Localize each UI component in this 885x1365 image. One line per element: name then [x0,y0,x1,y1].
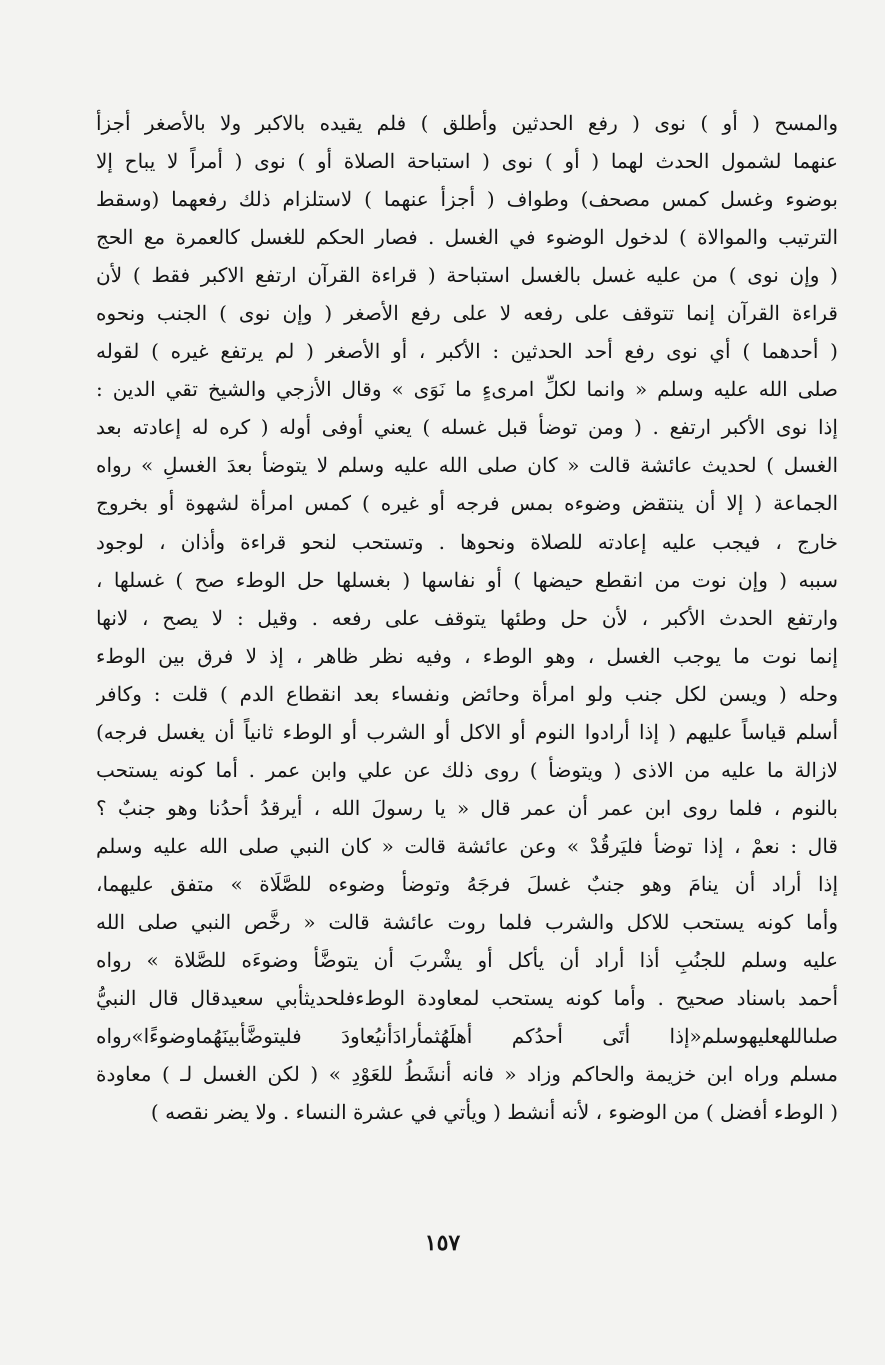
text-line: عنهما لشمول الحدث لهما ( أو ) نوى ( استباحة الصلاة أو ) نوى ( أمراً لا يباح إلا [96,149,838,174]
text-line: مسلم وراه ابن خزيمة والحاكم وزاد « فانه أنشَطُ للعَوْدِ » ( لكن الغسل لـ ) معاودة [96,1062,838,1087]
text-line: ( وإن نوى ) من عليه غسل بالغسل استباحة ( قراءة القرآن ارتفع الاكبر فقط ) لأن [96,263,838,288]
text-line: ( الوطء أفضل ) من الوضوء ، لأنه أنشط ( ويأتي في عشرة النساء . ولا يضر نقصه ) [150,1100,838,1125]
text-line: ( أحدهما ) أي نوى رفع أحد الحدثين : الأكبر ، أو الأصغر ( لم يرتفع غيره ) لقوله [96,339,838,364]
text-line: الغسل ) لحديث عائشة قالت « كان صلى الله عليه وسلم لا يتوضأ بعدَ الغسلِ » رواه [96,453,838,478]
text-line: بالنوم ، فلما روى ابن عمر أن عمر قال « يا رسولَ الله ، أيرقدُ أحدُنا وهو جنبٌ ؟ [96,795,838,820]
text-line: قراءة القرآن إنما تتوقف على رفعه لا على رفع الأصغر ( وإن نوى ) الجنب ونحوه [96,301,838,326]
text-line: صلىاللهعليهوسلم«إذا أتَى أحدُكم أهلَهُثمأرادَأنيُعاودَ فليتوضَّأبينَهُماوضوءًا»رواه [96,1024,838,1049]
text-line: صلى الله عليه وسلم « وانما لكلِّ امرىءٍ ما نَوَى » وقال الأزجي والشيخ تقي الدين : [96,377,838,402]
text-line: أسلم قياساً عليهم ( إذا أرادوا النوم أو الاكل أو الشرب أو الوطء ثانياً أن يغسل فرجه) [96,719,838,744]
text-line: عليه وسلم للجنُبِ أذا أراد أن يأكل أو يشْربَ أن يتوضَّأ وضوءَه للصَّلاة » رواه [96,948,838,973]
text-line: والمسح ( أو ) نوى ( رفع الحدثين وأطلق ) فلم يقيده بالاكبر ولا بالأصغر أجزأ [96,111,838,135]
text-line: إذا نوى الأكبر ارتفع . ( ومن توضأ قبل غسله ) يعني أوفى أوله ( كره له إعادته بعد [96,415,838,440]
text-line: وحله ( ويسن لكل جنب ولو امرأة وحائض ونفساء بعد انقطاع الدم ) قلت : وكافر [96,681,838,706]
text-line: بوضوء وغسل كمس مصحف) وطواف ( أجزأ عنهما ) لاستلزام ذلك رفعهما (وسقط [96,187,838,212]
text-line: سببه ( وإن نوت من انقطع حيضها ) أو نفاسها ( بغسلها حل الوطء صح ) غسلها ، [96,567,838,592]
text-line: قال : نعمْ ، إذا توضأ فليَرقُدْ » وعن عائشة قالت « كان النبي صلى الله عليه وسلم [96,833,838,858]
page-number: ١٥٧ [424,1230,461,1256]
text-line: وارتفع الحدث الأكبر ، لأن حل وطئها يتوقف على رفعه . وقيل : لا يصح ، لانها [96,605,838,630]
text-line: الجماعة ( إلا أن ينتقض وضوءه بمس فرجه أو غيره ) كمس امرأة لشهوة أو بخروج [96,491,838,516]
text-line: أحمد باسناد صحيح . وأما كونه يستحب لمعاودة الوطءفلحديثأبي سعيدقال قال النبيُّ [96,986,838,1011]
text-line: الترتيب والموالاة ) لدخول الوضوء في الغسل . فصار الحكم للغسل كالعمرة مع الحج [96,225,838,250]
text-line: لازالة ما عليه من الاذى ( ويتوضأ ) روى ذلك عن علي وابن عمر . أما كونه يستحب [96,757,838,782]
body-text [96,104,838,1131]
text-line: إنما نوت ما يوجب الغسل ، وهو الوطء ، وفيه نظر ظاهر ، إذ لا فرق بين الوطء [96,643,838,668]
text-line: خارج ، فيجب عليه إعادته للصلاة ونحوها . وتستحب لنحو قراءة وأذان ، لوجود [96,529,838,554]
text-line: إذا أراد أن ينامَ وهو جنبٌ غسلَ فرجَهُ وتوضأ وضوءه للصَّلَاة » متفق عليهما، [96,871,838,896]
text-line: وأما كونه يستحب للاكل والشرب فلما روت عائشة قالت « رخَّص النبي صلى الله [96,909,838,934]
